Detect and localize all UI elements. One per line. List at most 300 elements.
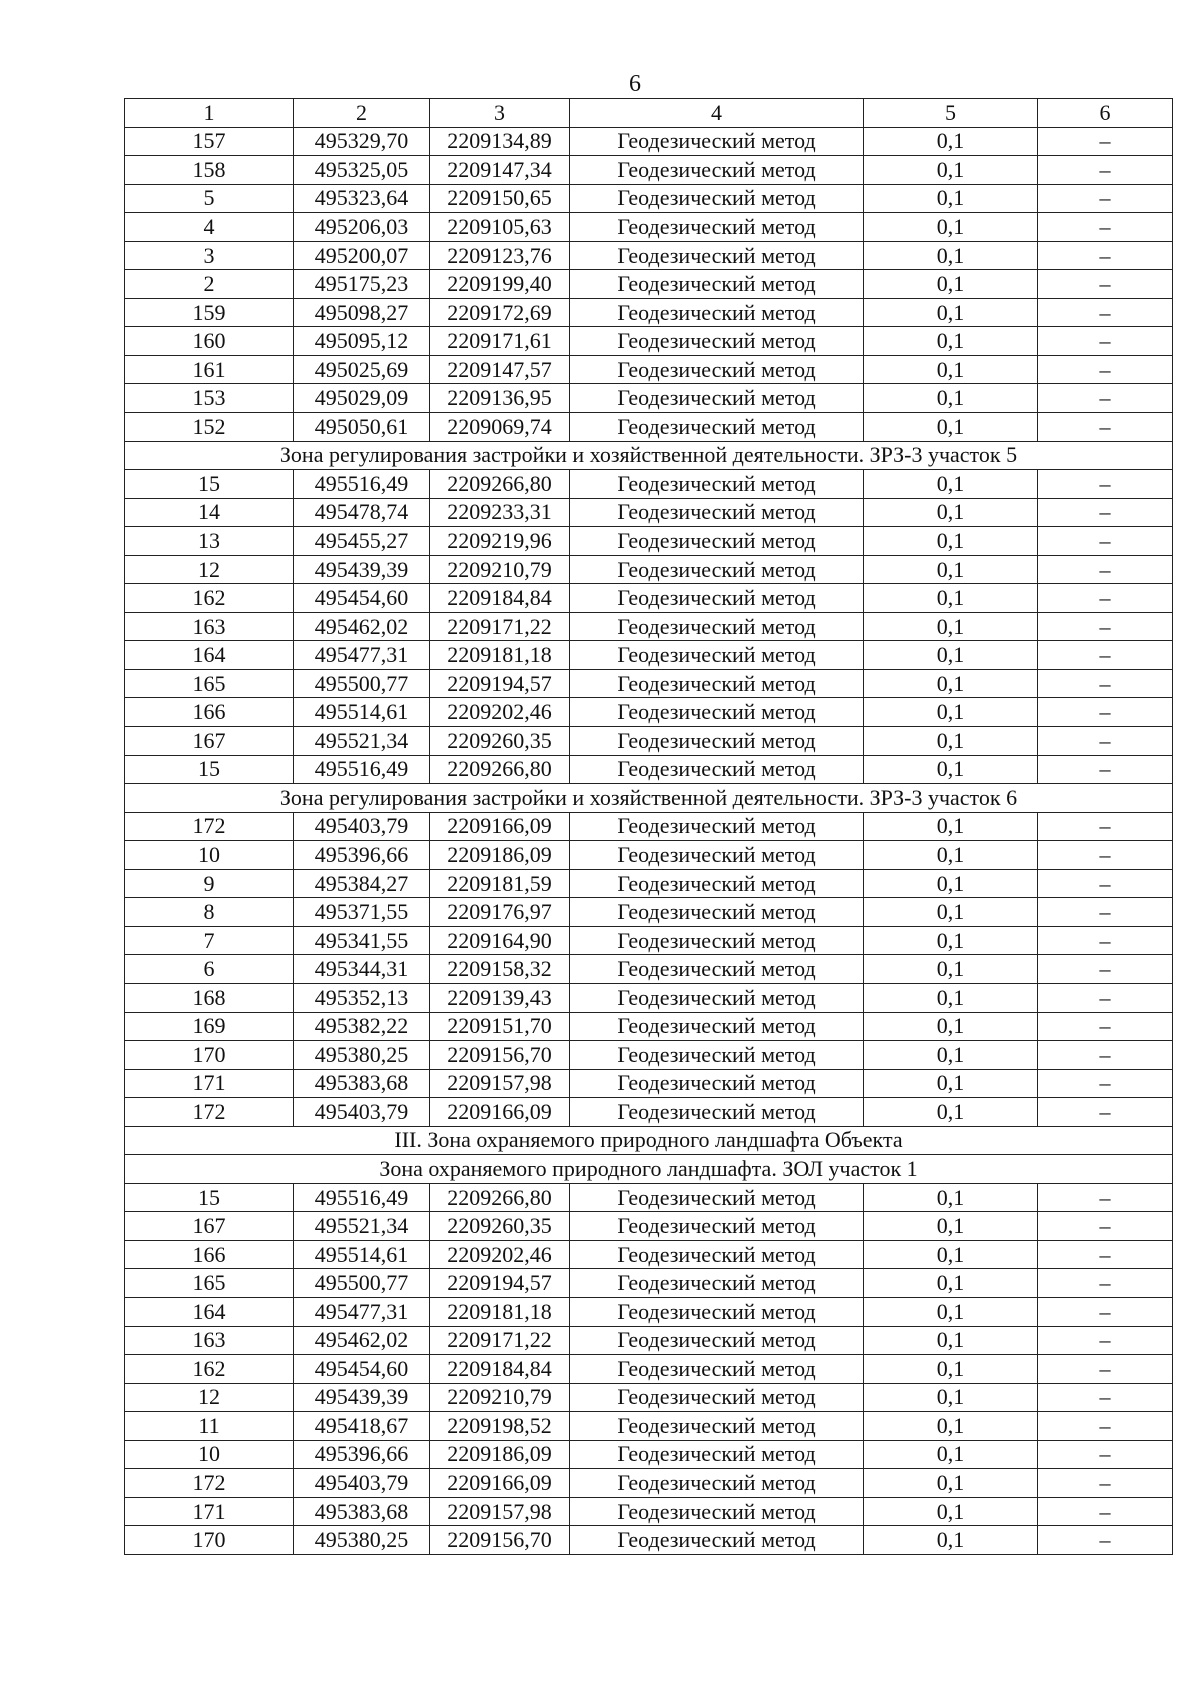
table-row — [125, 213, 1173, 242]
accuracy-cell: 0,1 — [864, 955, 1038, 984]
note-cell: – — [1038, 869, 1173, 898]
method-cell: Геодезический метод — [570, 869, 864, 898]
y-coordinate-cell: 2209150,65 — [430, 184, 570, 213]
note-cell: – — [1038, 898, 1173, 927]
accuracy-cell: 0,1 — [864, 1326, 1038, 1355]
table-row — [125, 841, 1173, 870]
method-cell: Геодезический метод — [570, 127, 864, 156]
accuracy-cell: 0,1 — [864, 1526, 1038, 1555]
y-coordinate-cell: 2209199,40 — [430, 270, 570, 299]
point-number-cell: 158 — [125, 156, 294, 185]
accuracy-cell: 0,1 — [864, 926, 1038, 955]
method-cell: Геодезический метод — [570, 1012, 864, 1041]
y-coordinate-cell: 2209266,80 — [430, 755, 570, 784]
point-number-cell: 14 — [125, 498, 294, 527]
point-number-cell: 153 — [125, 384, 294, 413]
point-number-cell: 13 — [125, 527, 294, 556]
accuracy-cell: 0,1 — [864, 127, 1038, 156]
x-coordinate-cell: 495371,55 — [294, 898, 430, 927]
accuracy-cell: 0,1 — [864, 1440, 1038, 1469]
page-number: 6 — [629, 71, 641, 97]
method-cell: Геодезический метод — [570, 156, 864, 185]
accuracy-cell: 0,1 — [864, 1469, 1038, 1498]
point-number-cell: 162 — [125, 584, 294, 613]
y-coordinate-cell: 2209198,52 — [430, 1412, 570, 1441]
accuracy-cell: 0,1 — [864, 841, 1038, 870]
method-cell: Геодезический метод — [570, 1412, 864, 1441]
method-cell: Геодезический метод — [570, 384, 864, 413]
table-row — [125, 1526, 1173, 1555]
table-row — [125, 270, 1173, 299]
accuracy-cell: 0,1 — [864, 527, 1038, 556]
y-coordinate-cell: 2209151,70 — [430, 1012, 570, 1041]
table-row — [125, 156, 1173, 185]
y-coordinate-cell: 2209181,18 — [430, 1297, 570, 1326]
table-row — [125, 926, 1173, 955]
note-cell: – — [1038, 669, 1173, 698]
note-cell: – — [1038, 355, 1173, 384]
table-row — [125, 127, 1173, 156]
point-number-cell: 170 — [125, 1526, 294, 1555]
x-coordinate-cell: 495206,03 — [294, 213, 430, 242]
accuracy-cell: 0,1 — [864, 755, 1038, 784]
table-row — [125, 1412, 1173, 1441]
x-coordinate-cell: 495477,31 — [294, 1297, 430, 1326]
y-coordinate-cell: 2209156,70 — [430, 1041, 570, 1070]
y-coordinate-cell: 2209157,98 — [430, 1497, 570, 1526]
table-row — [125, 669, 1173, 698]
note-cell: – — [1038, 727, 1173, 756]
method-cell: Геодезический метод — [570, 1355, 864, 1384]
method-cell: Геодезический метод — [570, 1497, 864, 1526]
note-cell: – — [1038, 1069, 1173, 1098]
y-coordinate-cell: 2209181,59 — [430, 869, 570, 898]
note-cell: – — [1038, 384, 1173, 413]
y-coordinate-cell: 2209158,32 — [430, 955, 570, 984]
accuracy-cell: 0,1 — [864, 413, 1038, 442]
point-number-cell: 160 — [125, 327, 294, 356]
point-number-cell: 165 — [125, 1269, 294, 1298]
table-row — [125, 898, 1173, 927]
table-row — [125, 698, 1173, 727]
point-number-cell: 171 — [125, 1069, 294, 1098]
x-coordinate-cell: 495516,49 — [294, 1183, 430, 1212]
y-coordinate-cell: 2209172,69 — [430, 298, 570, 327]
point-number-cell: 166 — [125, 1240, 294, 1269]
table-row — [125, 1297, 1173, 1326]
note-cell: – — [1038, 1526, 1173, 1555]
accuracy-cell: 0,1 — [864, 156, 1038, 185]
point-number-cell: 15 — [125, 470, 294, 499]
x-coordinate-cell: 495478,74 — [294, 498, 430, 527]
x-coordinate-cell: 495516,49 — [294, 470, 430, 499]
table-row — [125, 812, 1173, 841]
y-coordinate-cell: 2209171,22 — [430, 612, 570, 641]
table-row — [125, 1326, 1173, 1355]
table-row — [125, 1041, 1173, 1070]
accuracy-cell: 0,1 — [864, 1012, 1038, 1041]
method-cell: Геодезический метод — [570, 1383, 864, 1412]
y-coordinate-cell: 2209181,18 — [430, 641, 570, 670]
note-cell: – — [1038, 1355, 1173, 1384]
x-coordinate-cell: 495439,39 — [294, 1383, 430, 1412]
point-number-cell: 157 — [125, 127, 294, 156]
accuracy-cell: 0,1 — [864, 355, 1038, 384]
x-coordinate-cell: 495500,77 — [294, 669, 430, 698]
table-row — [125, 1012, 1173, 1041]
accuracy-cell: 0,1 — [864, 555, 1038, 584]
note-cell: – — [1038, 955, 1173, 984]
table-row — [125, 413, 1173, 442]
accuracy-cell: 0,1 — [864, 1041, 1038, 1070]
method-cell: Геодезический метод — [570, 413, 864, 442]
note-cell: – — [1038, 983, 1173, 1012]
note-cell: – — [1038, 127, 1173, 156]
x-coordinate-cell: 495175,23 — [294, 270, 430, 299]
x-coordinate-cell: 495439,39 — [294, 555, 430, 584]
method-cell: Геодезический метод — [570, 1269, 864, 1298]
accuracy-cell: 0,1 — [864, 898, 1038, 927]
method-cell: Геодезический метод — [570, 898, 864, 927]
y-coordinate-cell: 2209194,57 — [430, 669, 570, 698]
point-number-cell: 164 — [125, 1297, 294, 1326]
section-title-row — [125, 1126, 1173, 1155]
accuracy-cell: 0,1 — [864, 298, 1038, 327]
x-coordinate-cell: 495352,13 — [294, 983, 430, 1012]
note-cell: – — [1038, 241, 1173, 270]
point-number-cell: 172 — [125, 1098, 294, 1127]
table-row — [125, 612, 1173, 641]
table-row — [125, 727, 1173, 756]
x-coordinate-cell: 495516,49 — [294, 755, 430, 784]
point-number-cell: 10 — [125, 1440, 294, 1469]
note-cell: – — [1038, 156, 1173, 185]
table-row — [125, 184, 1173, 213]
table-row — [125, 1440, 1173, 1469]
method-cell: Геодезический метод — [570, 755, 864, 784]
point-number-cell: 6 — [125, 955, 294, 984]
note-cell: – — [1038, 413, 1173, 442]
y-coordinate-cell: 2209176,97 — [430, 898, 570, 927]
point-number-cell: 171 — [125, 1497, 294, 1526]
note-cell: – — [1038, 1041, 1173, 1070]
y-coordinate-cell: 2209186,09 — [430, 841, 570, 870]
x-coordinate-cell: 495383,68 — [294, 1497, 430, 1526]
x-coordinate-cell: 495341,55 — [294, 926, 430, 955]
y-coordinate-cell: 2209166,09 — [430, 1098, 570, 1127]
x-coordinate-cell: 495454,60 — [294, 1355, 430, 1384]
y-coordinate-cell: 2209147,34 — [430, 156, 570, 185]
y-coordinate-cell: 2209202,46 — [430, 698, 570, 727]
x-coordinate-cell: 495025,69 — [294, 355, 430, 384]
note-cell: – — [1038, 1497, 1173, 1526]
point-number-cell: 167 — [125, 727, 294, 756]
method-cell: Геодезический метод — [570, 270, 864, 299]
method-cell: Геодезический метод — [570, 1069, 864, 1098]
method-cell: Геодезический метод — [570, 298, 864, 327]
table-row — [125, 241, 1173, 270]
section-title-row — [125, 441, 1173, 470]
column-number-cell: 1 — [125, 99, 294, 128]
y-coordinate-cell: 2209266,80 — [430, 1183, 570, 1212]
y-coordinate-cell: 2209134,89 — [430, 127, 570, 156]
note-cell: – — [1038, 841, 1173, 870]
note-cell: – — [1038, 1240, 1173, 1269]
point-number-cell: 161 — [125, 355, 294, 384]
point-number-cell: 163 — [125, 612, 294, 641]
accuracy-cell: 0,1 — [864, 1069, 1038, 1098]
x-coordinate-cell: 495029,09 — [294, 384, 430, 413]
accuracy-cell: 0,1 — [864, 498, 1038, 527]
point-number-cell: 169 — [125, 1012, 294, 1041]
y-coordinate-cell: 2209164,90 — [430, 926, 570, 955]
table-row — [125, 498, 1173, 527]
method-cell: Геодезический метод — [570, 1041, 864, 1070]
y-coordinate-cell: 2209184,84 — [430, 584, 570, 613]
point-number-cell: 11 — [125, 1412, 294, 1441]
note-cell: – — [1038, 298, 1173, 327]
method-cell: Геодезический метод — [570, 355, 864, 384]
section-title: Зона регулирования застройки и хозяйственной деятельности. ЗРЗ-3 участок 6 — [125, 784, 1173, 813]
x-coordinate-cell: 495500,77 — [294, 1269, 430, 1298]
note-cell: – — [1038, 1297, 1173, 1326]
note-cell: – — [1038, 1012, 1173, 1041]
accuracy-cell: 0,1 — [864, 1355, 1038, 1384]
x-coordinate-cell: 495462,02 — [294, 1326, 430, 1355]
table-row — [125, 1355, 1173, 1384]
x-coordinate-cell: 495095,12 — [294, 327, 430, 356]
note-cell: – — [1038, 498, 1173, 527]
accuracy-cell: 0,1 — [864, 384, 1038, 413]
table-row — [125, 470, 1173, 499]
y-coordinate-cell: 2209266,80 — [430, 470, 570, 499]
accuracy-cell: 0,1 — [864, 327, 1038, 356]
method-cell: Геодезический метод — [570, 983, 864, 1012]
x-coordinate-cell: 495514,61 — [294, 698, 430, 727]
accuracy-cell: 0,1 — [864, 1240, 1038, 1269]
method-cell: Геодезический метод — [570, 612, 864, 641]
table-row — [125, 1497, 1173, 1526]
method-cell: Геодезический метод — [570, 327, 864, 356]
column-number-cell: 4 — [570, 99, 864, 128]
method-cell: Геодезический метод — [570, 1440, 864, 1469]
point-number-cell: 172 — [125, 812, 294, 841]
table-row — [125, 298, 1173, 327]
x-coordinate-cell: 495418,67 — [294, 1412, 430, 1441]
note-cell: – — [1038, 1326, 1173, 1355]
y-coordinate-cell: 2209147,57 — [430, 355, 570, 384]
x-coordinate-cell: 495329,70 — [294, 127, 430, 156]
x-coordinate-cell: 495514,61 — [294, 1240, 430, 1269]
x-coordinate-cell: 495403,79 — [294, 1098, 430, 1127]
table-row — [125, 755, 1173, 784]
accuracy-cell: 0,1 — [864, 241, 1038, 270]
y-coordinate-cell: 2209166,09 — [430, 1469, 570, 1498]
x-coordinate-cell: 495454,60 — [294, 584, 430, 613]
accuracy-cell: 0,1 — [864, 669, 1038, 698]
y-coordinate-cell: 2209210,79 — [430, 1383, 570, 1412]
y-coordinate-cell: 2209139,43 — [430, 983, 570, 1012]
accuracy-cell: 0,1 — [864, 727, 1038, 756]
table-row — [125, 1212, 1173, 1241]
y-coordinate-cell: 2209105,63 — [430, 213, 570, 242]
y-coordinate-cell: 2209069,74 — [430, 413, 570, 442]
note-cell: – — [1038, 527, 1173, 556]
note-cell: – — [1038, 1183, 1173, 1212]
method-cell: Геодезический метод — [570, 1526, 864, 1555]
accuracy-cell: 0,1 — [864, 1269, 1038, 1298]
column-number-cell: 3 — [430, 99, 570, 128]
method-cell: Геодезический метод — [570, 727, 864, 756]
x-coordinate-cell: 495098,27 — [294, 298, 430, 327]
table-row — [125, 355, 1173, 384]
note-cell: – — [1038, 641, 1173, 670]
point-number-cell: 4 — [125, 213, 294, 242]
note-cell: – — [1038, 1469, 1173, 1498]
table-row — [125, 555, 1173, 584]
accuracy-cell: 0,1 — [864, 1383, 1038, 1412]
accuracy-cell: 0,1 — [864, 1098, 1038, 1127]
x-coordinate-cell: 495521,34 — [294, 1212, 430, 1241]
x-coordinate-cell: 495403,79 — [294, 812, 430, 841]
table-row — [125, 1240, 1173, 1269]
point-number-cell: 168 — [125, 983, 294, 1012]
x-coordinate-cell: 495050,61 — [294, 413, 430, 442]
x-coordinate-cell: 495403,79 — [294, 1469, 430, 1498]
method-cell: Геодезический метод — [570, 926, 864, 955]
coordinates-table — [124, 98, 1173, 1555]
point-number-cell: 152 — [125, 413, 294, 442]
header-row — [125, 99, 1173, 128]
method-cell: Геодезический метод — [570, 241, 864, 270]
accuracy-cell: 0,1 — [864, 641, 1038, 670]
y-coordinate-cell: 2209260,35 — [430, 1212, 570, 1241]
accuracy-cell: 0,1 — [864, 184, 1038, 213]
method-cell: Геодезический метод — [570, 584, 864, 613]
note-cell: – — [1038, 1383, 1173, 1412]
accuracy-cell: 0,1 — [864, 213, 1038, 242]
y-coordinate-cell: 2209260,35 — [430, 727, 570, 756]
method-cell: Геодезический метод — [570, 1297, 864, 1326]
section-title: Зона регулирования застройки и хозяйственной деятельности. ЗРЗ-3 участок 5 — [125, 441, 1173, 470]
section-title-row — [125, 784, 1173, 813]
table-row — [125, 983, 1173, 1012]
method-cell: Геодезический метод — [570, 641, 864, 670]
y-coordinate-cell: 2209171,61 — [430, 327, 570, 356]
point-number-cell: 162 — [125, 1355, 294, 1384]
column-number-cell: 6 — [1038, 99, 1173, 128]
table-row — [125, 955, 1173, 984]
method-cell: Геодезический метод — [570, 669, 864, 698]
table-row — [125, 641, 1173, 670]
point-number-cell: 5 — [125, 184, 294, 213]
x-coordinate-cell: 495380,25 — [294, 1041, 430, 1070]
note-cell: – — [1038, 1269, 1173, 1298]
note-cell: – — [1038, 584, 1173, 613]
table-row — [125, 1383, 1173, 1412]
table-row — [125, 869, 1173, 898]
accuracy-cell: 0,1 — [864, 470, 1038, 499]
note-cell: – — [1038, 1212, 1173, 1241]
accuracy-cell: 0,1 — [864, 1412, 1038, 1441]
table-row — [125, 527, 1173, 556]
x-coordinate-cell: 495344,31 — [294, 955, 430, 984]
y-coordinate-cell: 2209186,09 — [430, 1440, 570, 1469]
point-number-cell: 165 — [125, 669, 294, 698]
section-title: III. Зона охраняемого природного ландшафта Объекта — [125, 1126, 1173, 1155]
method-cell: Геодезический метод — [570, 812, 864, 841]
accuracy-cell: 0,1 — [864, 612, 1038, 641]
accuracy-cell: 0,1 — [864, 812, 1038, 841]
method-cell: Геодезический метод — [570, 1098, 864, 1127]
method-cell: Геодезический метод — [570, 213, 864, 242]
method-cell: Геодезический метод — [570, 184, 864, 213]
method-cell: Геодезический метод — [570, 498, 864, 527]
method-cell: Геодезический метод — [570, 470, 864, 499]
y-coordinate-cell: 2209233,31 — [430, 498, 570, 527]
point-number-cell: 10 — [125, 841, 294, 870]
x-coordinate-cell: 495455,27 — [294, 527, 430, 556]
accuracy-cell: 0,1 — [864, 983, 1038, 1012]
y-coordinate-cell: 2209171,22 — [430, 1326, 570, 1355]
y-coordinate-cell: 2209202,46 — [430, 1240, 570, 1269]
table-row — [125, 327, 1173, 356]
method-cell: Геодезический метод — [570, 698, 864, 727]
x-coordinate-cell: 495477,31 — [294, 641, 430, 670]
accuracy-cell: 0,1 — [864, 1497, 1038, 1526]
note-cell: – — [1038, 698, 1173, 727]
x-coordinate-cell: 495325,05 — [294, 156, 430, 185]
x-coordinate-cell: 495323,64 — [294, 184, 430, 213]
point-number-cell: 15 — [125, 755, 294, 784]
table-row — [125, 1098, 1173, 1127]
y-coordinate-cell: 2209123,76 — [430, 241, 570, 270]
note-cell: – — [1038, 926, 1173, 955]
y-coordinate-cell: 2209157,98 — [430, 1069, 570, 1098]
point-number-cell: 7 — [125, 926, 294, 955]
y-coordinate-cell: 2209166,09 — [430, 812, 570, 841]
method-cell: Геодезический метод — [570, 527, 864, 556]
method-cell: Геодезический метод — [570, 955, 864, 984]
point-number-cell: 12 — [125, 555, 294, 584]
accuracy-cell: 0,1 — [864, 584, 1038, 613]
table-row — [125, 584, 1173, 613]
note-cell: – — [1038, 755, 1173, 784]
point-number-cell: 2 — [125, 270, 294, 299]
x-coordinate-cell: 495396,66 — [294, 841, 430, 870]
note-cell: – — [1038, 1098, 1173, 1127]
x-coordinate-cell: 495384,27 — [294, 869, 430, 898]
point-number-cell: 159 — [125, 298, 294, 327]
note-cell: – — [1038, 213, 1173, 242]
point-number-cell: 9 — [125, 869, 294, 898]
accuracy-cell: 0,1 — [864, 1183, 1038, 1212]
note-cell: – — [1038, 555, 1173, 584]
point-number-cell: 170 — [125, 1041, 294, 1070]
accuracy-cell: 0,1 — [864, 1212, 1038, 1241]
point-number-cell: 167 — [125, 1212, 294, 1241]
x-coordinate-cell: 495382,22 — [294, 1012, 430, 1041]
method-cell: Геодезический метод — [570, 1212, 864, 1241]
y-coordinate-cell: 2209184,84 — [430, 1355, 570, 1384]
section-title-row — [125, 1155, 1173, 1184]
note-cell: – — [1038, 812, 1173, 841]
note-cell: – — [1038, 1412, 1173, 1441]
point-number-cell: 12 — [125, 1383, 294, 1412]
method-cell: Геодезический метод — [570, 1240, 864, 1269]
table-row — [125, 1269, 1173, 1298]
point-number-cell: 172 — [125, 1469, 294, 1498]
